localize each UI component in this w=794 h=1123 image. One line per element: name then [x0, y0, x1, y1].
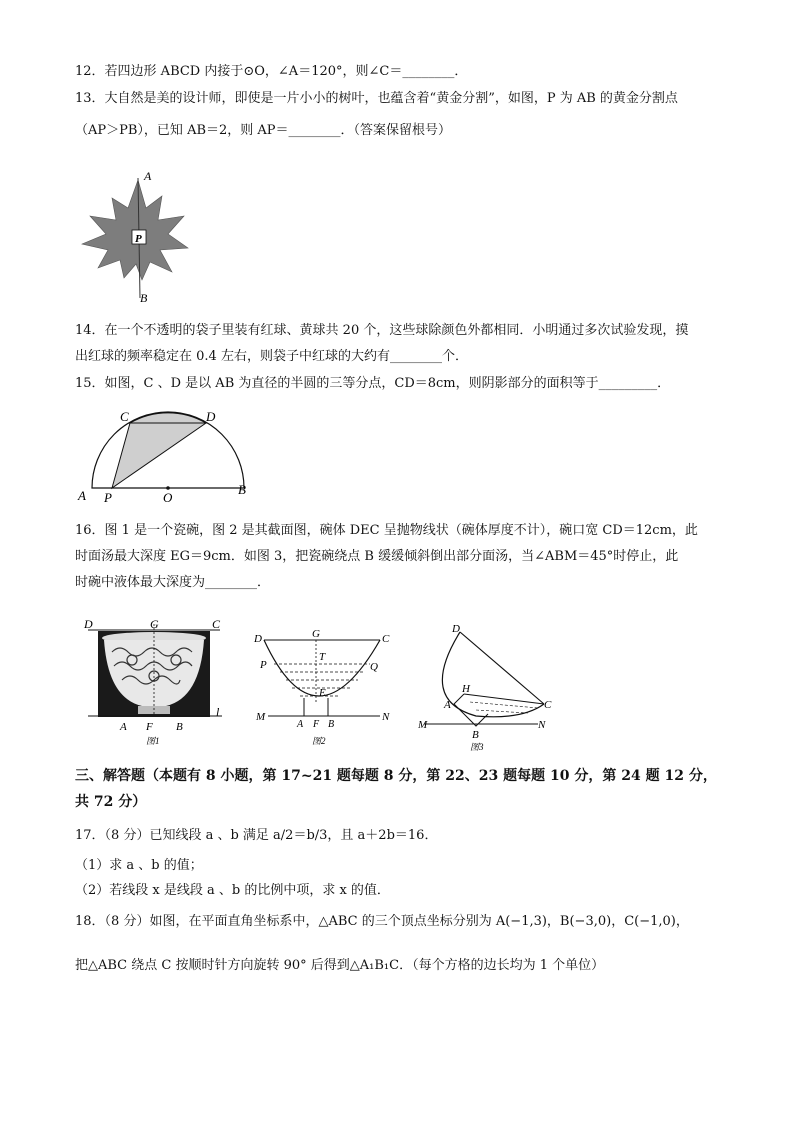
semi-label-c: C [120, 409, 129, 424]
q14-line2: 出红球的频率稳定在 0.4 左右，则袋子中红球的大约有________个． [75, 349, 468, 364]
f2-label-m: M [256, 711, 266, 723]
q12: 12．若四边形 ABCD 内接于⊙O，∠A＝120°，则∠C＝________． [75, 64, 468, 79]
f2-label-n: N [382, 711, 390, 723]
q13-line1: 13．大自然是美的设计师，即使是一片小小的树叶，也蕴含着“黄金分割”，如图，P 为 AB 的黄金分割点 [75, 91, 678, 106]
f1-label-l: l [216, 705, 220, 719]
f1-label-f: F [146, 721, 153, 733]
f1-label-g: G [150, 617, 159, 631]
semi-label-b: B [238, 482, 246, 497]
f3-label-a: A [444, 699, 451, 711]
q16-line3: 时碗中液体最大深度为________． [75, 575, 271, 590]
q17-part1: （1）求 a 、b 的值； [75, 858, 203, 873]
f2-label-d: D [254, 633, 262, 645]
f1-label-b: B [176, 721, 183, 733]
q18-line2: 把△ABC 绕点 C 按顺时针方向旋转 90° 后得到△A₁B₁C．（每个方格的边长均为 1 个单位） [75, 958, 605, 973]
f3-label-d: D [452, 623, 460, 635]
q16-line2: 时面汤最大深度 EG＝9cm．如图 3，把瓷碗绕点 B 缓缓倾斜倒出部分面汤，当∠ABM＝45°时停止，此 [75, 549, 679, 564]
f2-caption: 图2 [312, 736, 326, 746]
bowl-photo-figure [82, 616, 232, 748]
f3-label-b: B [472, 729, 479, 741]
f2-label-e: E [319, 687, 326, 699]
q13-line2: （AP＞PB），已知 AB＝2，则 AP＝________．（答案保留根号） [75, 123, 452, 138]
f3-caption: 图3 [470, 742, 484, 752]
q17: 17．（8 分）已知线段 a 、b 满足 a/2＝b/3，且 a＋2b＝16． [75, 828, 438, 843]
f2-label-a: A [297, 719, 304, 730]
leaf-figure [80, 168, 190, 308]
q18-line1: 18．（8 分）如图，在平面直角坐标系中，△ABC 的三个顶点坐标分别为 A(−1,3)，B(−3,0)，C(−1,0)， [75, 914, 689, 929]
semi-label-p: P [104, 490, 112, 504]
f2-label-p: P [260, 659, 267, 671]
q15: 15．如图，C 、D 是以 AB 为直径的半圆的三等分点，CD＝8cm，则阴影部分的面积等于_________． [75, 376, 671, 391]
q14-line1: 14．在一个不透明的袋子里装有红球、黄球共 20 个，这些球除颜色外都相同．小明通过多次试验发现，摸 [75, 323, 689, 338]
f2-label-c: C [382, 633, 390, 645]
f3-label-n: N [538, 719, 546, 731]
leaf-label-b: B [140, 291, 148, 305]
q16-line1: 16．图 1 是一个瓷碗，图 2 是其截面图，碗体 DEC 呈抛物线状（碗体厚度不计），碗口宽 CD＝12cm，此 [75, 523, 698, 538]
f2-label-t: T [319, 651, 326, 663]
semi-label-o: O [163, 490, 173, 504]
semicircle-figure [74, 408, 264, 504]
semi-label-d: D [206, 409, 216, 424]
tilted-bowl-figure [418, 620, 568, 752]
bowl-section-figure [252, 626, 402, 748]
f2-label-g: G [312, 628, 320, 640]
q17-part2: （2）若线段 x 是线段 a 、b 的比例中项，求 x 的值． [75, 883, 390, 898]
f3-label-m: M [418, 719, 428, 731]
f2-label-b: B [328, 719, 335, 730]
f1-caption: 图1 [146, 736, 160, 746]
leaf-label-p: P [135, 233, 142, 245]
f1-label-c: C [212, 617, 221, 631]
leaf-label-a: A [144, 169, 152, 183]
semi-label-a: A [78, 488, 86, 503]
f1-label-d: D [84, 617, 93, 631]
f2-label-q: Q [370, 661, 378, 673]
section3-heading-line1: 三、解答题（本题有 8 小题，第 17~21 题每题 8 分，第 22、23 题每题 10 分，第 24 题 12 分， [75, 768, 717, 784]
section3-heading-line2: 共 72 分） [75, 794, 147, 810]
f3-label-h: H [462, 683, 470, 695]
f2-label-f: F [313, 719, 320, 730]
f3-label-c: C [544, 699, 552, 711]
f1-label-a: A [120, 721, 127, 733]
